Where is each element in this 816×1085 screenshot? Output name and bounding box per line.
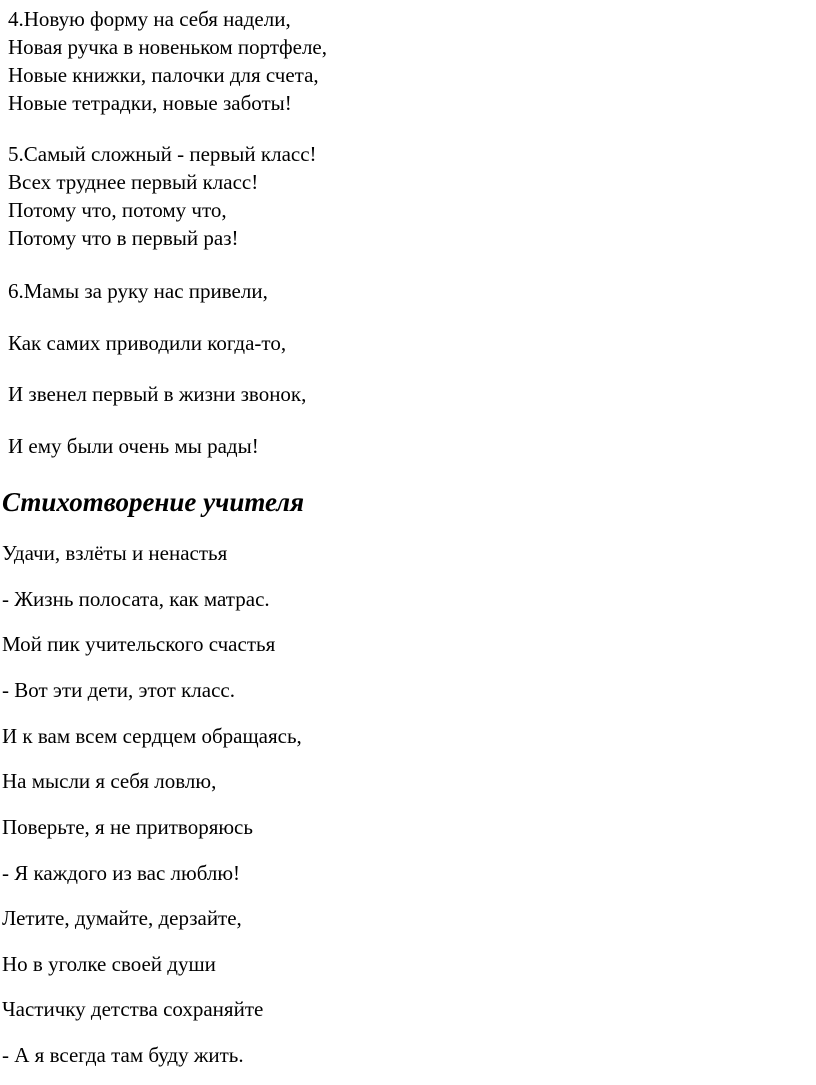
teacher-poem-line-7: Поверьте, я не притворяюсь — [2, 815, 253, 839]
teacher-poem-line-11: Частичку детства сохраняйте — [2, 997, 264, 1021]
teacher-poem-line-10: Но в уголке своей души — [2, 952, 216, 976]
verse5-line-2: Всех труднее первый класс! — [8, 170, 259, 194]
verse5-line-4: Потому что в первый раз! — [8, 226, 239, 250]
teacher-poem-line-8: - Я каждого из вас люблю! — [2, 861, 241, 885]
verse6-line-2: Как самих приводили когда-то, — [8, 331, 287, 355]
teacher-poem-line-2: - Жизнь полосата, как матрас. — [2, 587, 270, 611]
teacher-poem-line-3: Мой пик учительского счастья — [2, 632, 276, 656]
verse4-line-4: Новые тетрадки, новые заботы! — [8, 91, 292, 115]
verse4-line-2: Новая ручка в новеньком портфеле, — [8, 35, 327, 59]
verse5-line-1: 5.Самый сложный - первый класс! — [8, 142, 317, 166]
verse4-line-3: Новые книжки, палочки для счета, — [8, 63, 319, 87]
teacher-poem-line-4: - Вот эти дети, этот класс. — [2, 678, 235, 702]
teacher-poem-line-12: - А я всегда там буду жить. — [2, 1043, 244, 1067]
verse6-line-4: И ему были очень мы рады! — [8, 434, 259, 458]
verse5-line-3: Потому что, потому что, — [8, 198, 227, 222]
verse6-line-1: 6.Мамы за руку нас привели, — [8, 279, 268, 303]
teacher-poem-line-5: И к вам всем сердцем обращаясь, — [2, 724, 302, 748]
teacher-poem-line-6: На мысли я себя ловлю, — [2, 769, 217, 793]
teacher-poem-line-9: Летите, думайте, дерзайте, — [2, 906, 242, 930]
verse6-line-3: И звенел первый в жизни звонок, — [8, 382, 307, 406]
verse4-line-1: 4.Новую форму на себя надели, — [8, 7, 291, 31]
teacher-poem-line-1: Удачи, взлёты и ненастья — [2, 541, 228, 565]
teacher-poem-title: Стихотворение учителя — [2, 487, 305, 517]
